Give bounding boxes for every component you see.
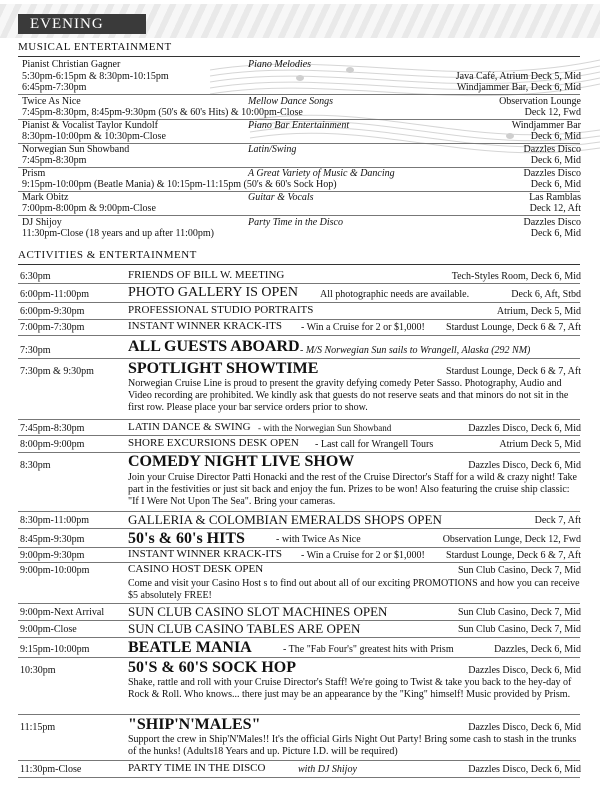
- activity-extra: - Win a Cruise for 2 or $1,000!: [301, 550, 425, 561]
- activity-time: 10:30pm: [20, 665, 56, 676]
- performer-time: 7:45pm-8:30pm: [22, 155, 87, 166]
- activity-extra: - with the Norwegian Sun Showband: [258, 423, 392, 433]
- activity-venue: Dazzles Disco, Deck 6, Mid: [468, 665, 581, 676]
- activity-venue: Stardust Lounge, Deck 6 & 7, Aft: [446, 550, 581, 561]
- performer-desc: Piano Bar Entertainment: [248, 120, 350, 131]
- activity-title: ALL GUESTS ABOARD: [128, 338, 300, 355]
- activity-venue: Stardust Lounge, Deck 6 & 7, Aft: [446, 366, 581, 377]
- activity-description: Support the crew in Ship'N'Males!! It's the official Girls Night Out Party! Bring some cash to stash in the trunks of the hunks! (Adults18 Years and up. Picture I.D. will be required): [128, 734, 577, 757]
- divider: [18, 358, 580, 359]
- activity-time: 6:30pm: [20, 271, 51, 282]
- divider: [18, 528, 580, 529]
- activity-title: COMEDY NIGHT LIVE SHOW: [128, 453, 355, 470]
- performer-time: 7:45pm-8:30pm, 8:45pm-9:30pm (50's & 60's Hits) & 10:00pm-Close: [22, 107, 303, 118]
- divider: [18, 264, 580, 265]
- header-banner: [0, 0, 600, 38]
- activity-title: FRIENDS OF BILL W. MEETING: [128, 269, 285, 281]
- divider: [18, 319, 580, 320]
- activity-venue: Atrium Deck 5, Mid: [499, 439, 581, 450]
- performer-time: 8:30pm-10:00pm & 10:30pm-Close: [22, 131, 166, 142]
- activity-time: 7:45pm-8:30pm: [20, 423, 85, 434]
- divider: [18, 335, 580, 336]
- divider: [18, 657, 580, 658]
- activity-extra: with DJ Shijoy: [298, 764, 357, 775]
- activity-time: 8:30pm-11:00pm: [20, 515, 90, 526]
- activity-time: 7:00pm-7:30pm: [20, 322, 85, 333]
- performer-name: Prism: [22, 168, 46, 179]
- activity-time: 11:15pm: [20, 722, 56, 733]
- divider: [18, 777, 580, 778]
- activity-extra: - Win a Cruise for 2 or $1,000!: [301, 322, 425, 333]
- performer-name: Norwegian Sun Showband: [22, 144, 130, 155]
- performer-venue-2: Deck 6, Mid: [530, 179, 581, 190]
- activity-venue: Dazzles Disco, Deck 6, Mid: [468, 722, 581, 733]
- performer-desc: Guitar & Vocals: [248, 192, 314, 203]
- performer-desc: Piano Melodies: [248, 59, 312, 70]
- performer-time-2: 6:45pm-7:30pm: [22, 82, 87, 93]
- divider: [18, 714, 580, 715]
- activity-time: 9:00pm-Next Arrival: [20, 607, 105, 618]
- divider: [18, 94, 580, 95]
- performer-name: DJ Shijoy: [22, 217, 62, 228]
- activity-time: 9:00pm-9:30pm: [20, 550, 85, 561]
- activity-title: PHOTO GALLERY IS OPEN: [128, 285, 298, 300]
- performer-time: 7:00pm-8:00pm & 9:00pm-Close: [22, 203, 156, 214]
- musical-entertainment-heading: MUSICAL ENTERTAINMENT: [18, 41, 172, 53]
- activity-title: SUN CLUB CASINO TABLES ARE OPEN: [128, 621, 361, 636]
- activity-title: SHORE EXCURSIONS DESK OPEN: [128, 437, 299, 449]
- page-title: EVENING: [18, 14, 146, 34]
- activity-title: GALLERIA & COLOMBIAN EMERALDS SHOPS OPEN: [128, 512, 442, 527]
- activity-title: PROFESSIONAL STUDIO PORTRAITS: [128, 304, 314, 316]
- performer-desc: Mellow Dance Songs: [248, 96, 333, 107]
- performer-name: Mark Obitz: [22, 192, 69, 203]
- activity-title: CASINO HOST DESK OPEN: [128, 563, 264, 575]
- performer-desc: Party Time in the Disco: [248, 217, 343, 228]
- activity-title: "SHIP'N'MALES": [128, 716, 261, 733]
- activity-title: 50's & 60's HITS: [128, 530, 245, 547]
- performer-venue-2: Deck 6, Mid: [530, 155, 581, 166]
- divider: [18, 637, 580, 638]
- activity-time: 6:00pm-9:30pm: [20, 306, 85, 317]
- divider: [18, 215, 580, 216]
- activity-title: LATIN DANCE & SWING: [128, 421, 251, 433]
- activity-time: 6:00pm-11:00pm: [20, 289, 90, 300]
- activity-time: 11:30pm-Close: [20, 764, 82, 775]
- activity-extra: - M/S Norwegian Sun sails to Wrangell, Alaska (292 NM): [300, 345, 531, 356]
- activity-venue: Sun Club Casino, Deck 7, Mid: [457, 607, 581, 618]
- performer-venue: Java Café, Atrium Deck 5, Mid: [455, 71, 581, 82]
- activity-title: SUN CLUB CASINO SLOT MACHINES OPEN: [128, 604, 388, 619]
- activity-time: 9:00pm-10:00pm: [20, 565, 90, 576]
- divider: [18, 435, 580, 436]
- divider: [18, 302, 580, 303]
- activity-time: 9:15pm-10:00pm: [20, 644, 90, 655]
- activity-extra: - with Twice As Nice: [276, 534, 361, 545]
- activity-title: INSTANT WINNER KRACK-ITS: [128, 320, 282, 332]
- performer-venue: Dazzles Disco: [523, 168, 581, 179]
- activity-venue: Stardust Lounge, Deck 6 & 7, Aft: [446, 322, 581, 333]
- performer-desc: A Great Variety of Music & Dancing: [248, 168, 395, 179]
- activity-extra: All photographic needs are available.: [320, 289, 470, 300]
- performer-venue: Windjammer Bar: [511, 120, 581, 131]
- performer-desc: Latin/Swing: [248, 144, 297, 155]
- activity-venue: Dazzles, Deck 6, Mid: [494, 644, 581, 655]
- performer-venue: Dazzles Disco: [523, 217, 581, 228]
- performer-name: Twice As Nice: [22, 96, 81, 107]
- divider: [18, 283, 580, 284]
- activity-venue: Deck 7, Aft: [534, 515, 581, 526]
- activity-description: Shake, rattle and roll with your Cruise Director's Staff! We're going to Twist & take you back to the hey-day of Rock & Roll. Who knows... there just may be an appearance by the "King" himself! Music provided by Prism.: [128, 677, 572, 700]
- activity-venue: Deck 6, Aft, Stbd: [511, 289, 581, 300]
- activity-venue: Tech-Styles Room, Deck 6, Mid: [451, 271, 581, 282]
- activity-venue: Atrium, Deck 5, Mid: [496, 306, 581, 317]
- performer-name: Pianist & Vocalist Taylor Kundolf: [22, 120, 158, 131]
- activity-venue: Sun Club Casino, Deck 7, Mid: [457, 565, 581, 576]
- performer-time: 9:15pm-10:00pm (Beatle Mania) & 10:15pm-11:15pm (50's & 60's Sock Hop): [22, 179, 337, 190]
- performer-venue: Dazzles Disco: [523, 144, 581, 155]
- activity-description: Join your Cruise Director Patti Honacki and the rest of the Cruise Director's Staff for a wild & crazy night! Take part in the festivities or just sit back and enjoy the fun. Prizes to be won! Also featuring the cruise ship classic: "If I Were Not Upon The Sea". Bring your cameras.: [128, 472, 577, 507]
- activities-heading: ACTIVITIES & ENTERTAINMENT: [18, 249, 197, 261]
- performer-venue-2: Deck 12, Fwd: [524, 107, 581, 118]
- activity-title: BEATLE MANIA: [128, 639, 252, 656]
- divider: [18, 562, 580, 563]
- performer-time: 11:30pm-Close (18 years and up after 11:00pm): [22, 228, 214, 239]
- performer-venue: Observation Lounge: [499, 96, 581, 107]
- activity-venue: Observation Lunge, Deck 12, Fwd: [442, 534, 581, 545]
- performer-venue-2: Windjammer Bar, Deck 6, Mid: [456, 82, 581, 93]
- activity-title: PARTY TIME IN THE DISCO: [128, 762, 266, 774]
- divider: [18, 56, 580, 57]
- activity-venue: Dazzles Disco, Deck 6, Mid: [468, 423, 581, 434]
- activity-time: 9:00pm-Close: [20, 624, 77, 635]
- activity-time: 7:30pm: [20, 345, 51, 356]
- divider: [18, 760, 580, 761]
- activity-venue: Sun Club Casino, Deck 7, Mid: [457, 624, 581, 635]
- activity-extra: - The "Fab Four's" greatest hits with Prism: [283, 644, 454, 655]
- activity-description: Norwegian Cruise Line is proud to present the gravity defying comedy Peter Sasso. Photography, Audio and Video recording are prohibited. We kindly ask that guests do not reserve seats and that minors do not sit in the first row. Please place your bar service orders prior to show.: [128, 378, 569, 413]
- activity-title: SPOTLIGHT SHOWTIME: [128, 360, 319, 377]
- divider: [18, 547, 580, 548]
- activity-title: 50'S & 60'S SOCK HOP: [128, 659, 297, 676]
- activity-time: 8:30pm: [20, 460, 51, 471]
- activity-venue: Dazzles Disco, Deck 6, Mid: [468, 460, 581, 471]
- performer-venue: Las Ramblas: [529, 192, 581, 203]
- performer-venue-2: Deck 6, Mid: [530, 131, 581, 142]
- performer-time: 5:30pm-6:15pm & 8:30pm-10:15pm: [22, 71, 169, 82]
- activity-time: 8:45pm-9:30pm: [20, 534, 85, 545]
- activity-venue: Dazzles Disco, Deck 6, Mid: [468, 764, 581, 775]
- divider: [18, 419, 580, 420]
- activity-extra: - Last call for Wrangell Tours: [315, 439, 434, 450]
- activity-title: INSTANT WINNER KRACK-ITS: [128, 548, 282, 560]
- activity-time: 8:00pm-9:00pm: [20, 439, 85, 450]
- activity-time: 7:30pm & 9:30pm: [20, 366, 94, 377]
- performer-venue-2: Deck 12, Aft: [529, 203, 581, 214]
- activity-description: Come and visit your Casino Host s to find out about all of our exciting PROMOTIONS and how you can receive $5 absolutely FREE!: [128, 578, 580, 601]
- performer-name: Pianist Christian Gagner: [22, 59, 121, 70]
- performer-venue-2: Deck 6, Mid: [530, 228, 581, 239]
